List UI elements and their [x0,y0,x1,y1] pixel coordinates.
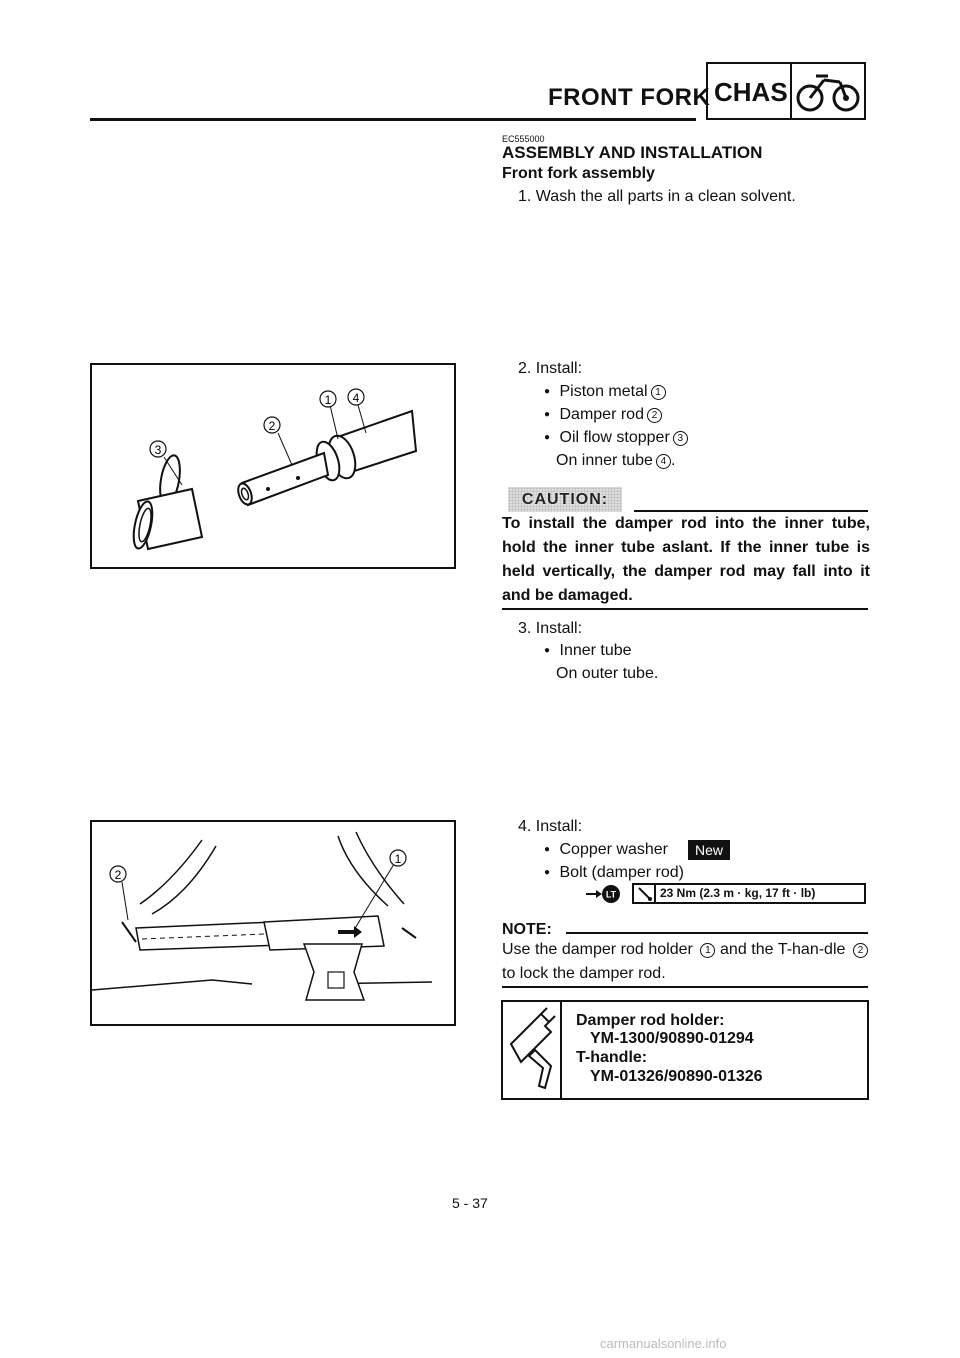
figure-damper-rod-holder [90,820,456,1026]
callout-2: 2 [114,868,122,882]
special-tool-divider [560,1000,562,1100]
page-number: 5 - 37 [452,1195,488,1211]
step-1: 1. Wash the all parts in a clean solvent. [518,188,796,205]
page-title: FRONT FORK [548,84,711,111]
step-2-label: 2. Install: [518,360,583,377]
callout-3: 3 [154,443,162,457]
callout-1: 1 [394,852,402,866]
ref-2: 2 [647,408,662,423]
tool-2-name: T-handle: [576,1049,648,1066]
ref-3: 3 [673,431,688,446]
callout-2: 2 [268,419,276,433]
figure-damper-rod-assembly [90,363,456,569]
document-code: EC555000 [502,134,545,144]
tool-2-part-number: YM-01326/90890-01326 [590,1068,763,1085]
holder-illustration [92,822,454,1024]
note-label: NOTE: [502,921,552,938]
torque-box-divider [654,883,656,904]
loctite-icon-label: LT [605,889,617,900]
ref-2: 2 [853,943,868,958]
section-badge-label: CHAS [714,77,788,107]
step-2-item-1: ● Piston metal 1 [544,383,666,401]
step-4-item-1: ● Copper washer [544,841,668,859]
step-4-label: 4. Install: [518,818,583,835]
ref-4: 4 [656,454,671,469]
step-4-item-2: ● Bolt (damper rod) [544,864,684,882]
torque-spec-box [632,883,866,904]
callout-1: 1 [324,393,332,407]
ref-1: 1 [651,385,666,400]
subheading: Front fork assembly [502,165,655,182]
new-part-badge: New [688,840,730,860]
caution-label: CAUTION: [508,487,622,512]
section-heading: ASSEMBLY AND INSTALLATION [502,143,763,162]
note-text: Use the damper rod holder 1 and the T-han-dle 2 to lock the damper rod. [502,938,868,986]
step-3-suffix: On outer tube. [556,665,659,682]
damper-rod-illustration [92,365,454,567]
watermark: carmanualsonline.info [600,1336,727,1351]
note-bottom-rule [502,986,868,988]
loctite-icon [586,882,626,906]
caution-bottom-rule [502,608,868,610]
header-rule [90,118,696,121]
torque-spec-value: 23 Nm (2.3 m · kg, 17 ft · lb) [660,886,816,900]
special-tool-icon [505,1004,557,1094]
ref-1: 1 [700,943,715,958]
torque-wrench-icon [637,887,653,901]
callout-4: 4 [352,391,360,405]
step-3-item-1: ● Inner tube [544,642,632,660]
tool-1-part-number: YM-1300/90890-01294 [590,1030,754,1047]
motorcycle-icon [794,66,864,116]
section-badge-divider [790,62,792,120]
step-2-suffix: On inner tube 4 . [556,452,676,469]
caution-text: To install the damper rod into the inner tube, hold the inner tube aslant. If the inner tube is held vertically, the damper rod may fall into it and be damaged. [502,515,870,604]
step-3-label: 3. Install: [518,620,583,637]
note-rule [566,932,868,934]
step-2-item-3: ● Oil flow stopper 3 [544,429,688,447]
tool-1-name: Damper rod holder: [576,1012,725,1029]
step-2-item-2: ● Damper rod 2 [544,406,662,424]
